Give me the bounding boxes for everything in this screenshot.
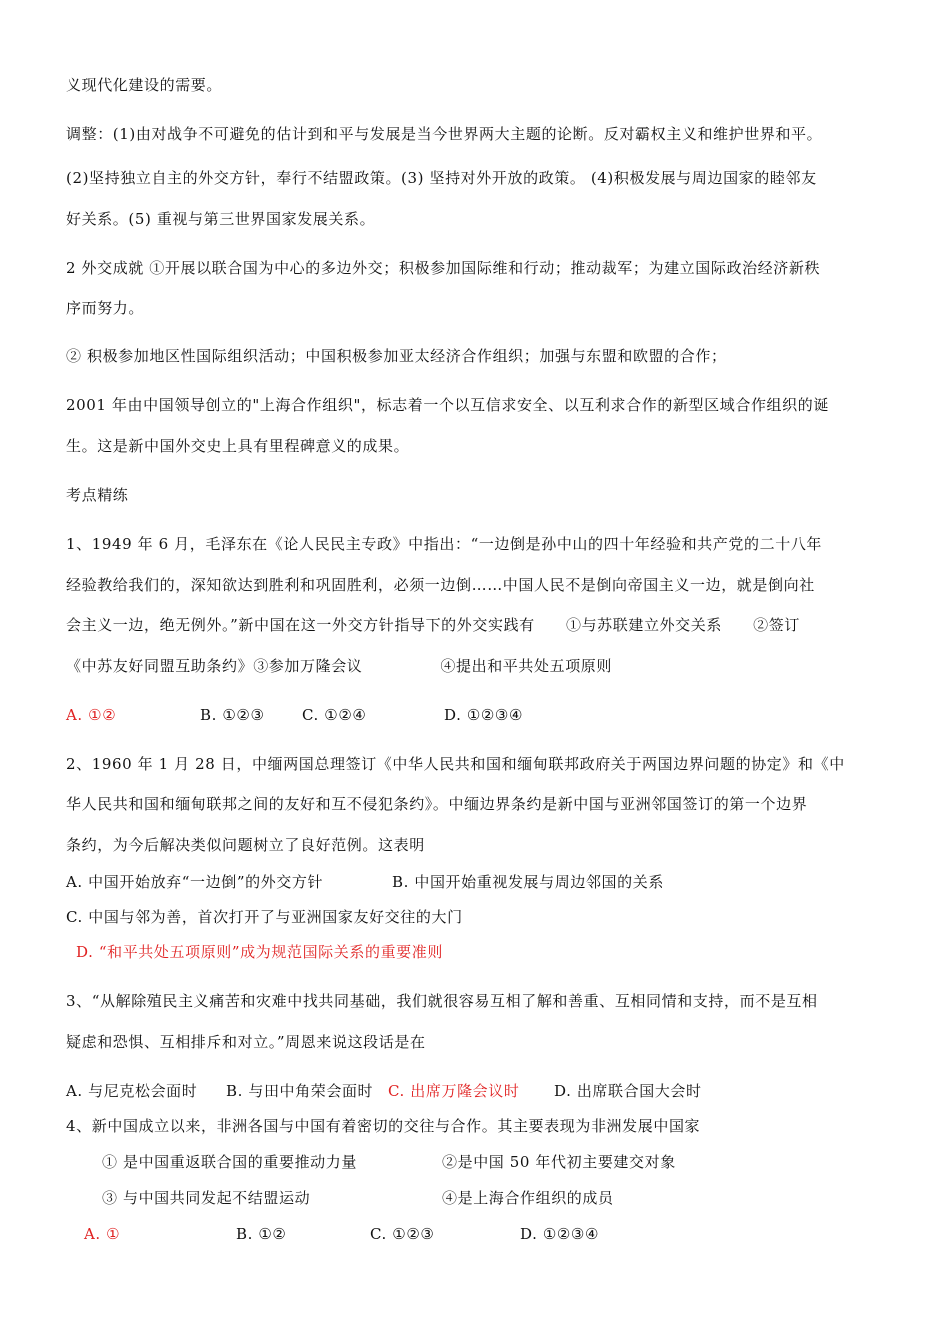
statement-3: ③ 与中国共同发起不结盟运动	[102, 1189, 311, 1207]
question-3-options	[66, 1081, 786, 1101]
option-a-answer: A. ①	[84, 1225, 121, 1243]
option-b: B. 中国开始重视发展与周边邻国的关系	[392, 873, 664, 891]
section-heading: 考点精练	[66, 486, 129, 504]
option-a: A. 中国开始放弃“一边倒”的外交方针	[66, 873, 324, 891]
question-1-line: 经验教给我们的，深知欲达到胜利和巩固胜利，必须一边倒……中国人民不是倒向帝国主义一边，就是倒向社	[66, 576, 815, 594]
statement-4: ④是上海合作组织的成员	[442, 1189, 614, 1207]
question-1-line: 1、1949 年 6 月，毛泽东在《论人民民主专政》中指出：“一边倒是孙中山的四十年经验和共产党的二十八年	[66, 535, 823, 553]
option-d-answer: D. “和平共处五项原则”成为规范国际关系的重要准则	[76, 943, 443, 961]
question-3-line: 3、“从解除殖民主义痛苦和灾难中找共同基础，我们就很容易互相了解和善重、互相同情和支持，而不是互相	[66, 992, 818, 1010]
option-c: C. ①②③	[370, 1225, 435, 1243]
question-2-line: 条约，为今后解决类似问题树立了良好范例。这表明	[66, 836, 425, 854]
text-line: (2)坚持独立自主的外交方针，奉行不结盟政策。(3) 坚持对外开放的政策。 (4)积极发展与周边国家的睦邻友	[66, 169, 817, 187]
question-4-options	[84, 1224, 684, 1244]
question-3-line: 疑虑和恐惧、互相排斥和对立。”周恩来说这段话是在	[66, 1033, 426, 1051]
question-1-line: 会主义一边，绝无例外。”新中国在这一外交方针指导下的外交实践有 ①与苏联建立外交关系 ②签订	[66, 616, 800, 634]
question-4-statements-row	[102, 1188, 702, 1208]
option-d: D. ①②③④	[444, 706, 524, 724]
text-line: 2001 年由中国领导创立的"上海合作组织"，标志着一个以互信求安全、以互利求合作的新型区域合作组织的诞	[66, 396, 829, 414]
text-line: 2 外交成就 ①开展以联合国为中心的多边外交；积极参加国际维和行动；推动裁军；为建立国际政治经济新秩	[66, 259, 821, 277]
text-line: 好关系。(5) 重视与第三世界国家发展关系。	[66, 210, 376, 228]
question-4-line: 4、新中国成立以来，非洲各国与中国有着密切的交往与合作。其主要表现为非洲发展中国家	[66, 1117, 701, 1135]
question-2-options-row	[66, 872, 766, 892]
option-b: B. ①②③	[200, 706, 265, 724]
option-a-answer: A. ①②	[66, 706, 117, 724]
option-b: B. 与田中角荣会面时	[226, 1082, 374, 1100]
text-line: ② 积极参加地区性国际组织活动；中国积极参加亚太经济合作组织；加强与东盟和欧盟的合作；	[66, 347, 727, 365]
option-c: C. ①②④	[302, 706, 367, 724]
option-d: D. 出席联合国大会时	[554, 1082, 702, 1100]
question-2-line: 华人民共和国和缅甸联邦之间的友好和互不侵犯条约》。中缅边界条约是新中国与亚洲邻国签订的第一个边界	[66, 795, 808, 813]
question-1-options	[66, 705, 666, 725]
statement-1: ① 是中国重返联合国的重要推动力量	[102, 1153, 357, 1171]
question-1-line: 《中苏友好同盟互助条约》③参加万隆会议 ④提出和平共处五项原则	[66, 657, 613, 675]
option-d: D. ①②③④	[520, 1225, 600, 1243]
text-line: 序而努力。	[66, 299, 145, 317]
option-c: C. 中国与邻为善，首次打开了与亚洲国家友好交往的大门	[66, 908, 463, 926]
option-c-answer: C. 出席万隆会议时	[388, 1082, 520, 1100]
question-4-statements-row	[102, 1152, 702, 1172]
question-2-line: 2、1960 年 1 月 28 日，中缅两国总理签订《中华人民共和国和缅甸联邦政府关于两国边界问题的协定》和《中	[66, 755, 845, 773]
text-line: 生。这是新中国外交史上具有里程碑意义的成果。	[66, 437, 410, 455]
text-line: 义现代化建设的需要。	[66, 76, 223, 94]
option-b: B. ①②	[236, 1225, 287, 1243]
statement-2: ②是中国 50 年代初主要建交对象	[442, 1153, 676, 1171]
option-a: A. 与尼克松会面时	[66, 1082, 198, 1100]
text-line: 调整：(1)由对战争不可避免的估计到和平与发展是当今世界两大主题的论断。反对霸权主义和维护世界和平。	[66, 125, 823, 143]
